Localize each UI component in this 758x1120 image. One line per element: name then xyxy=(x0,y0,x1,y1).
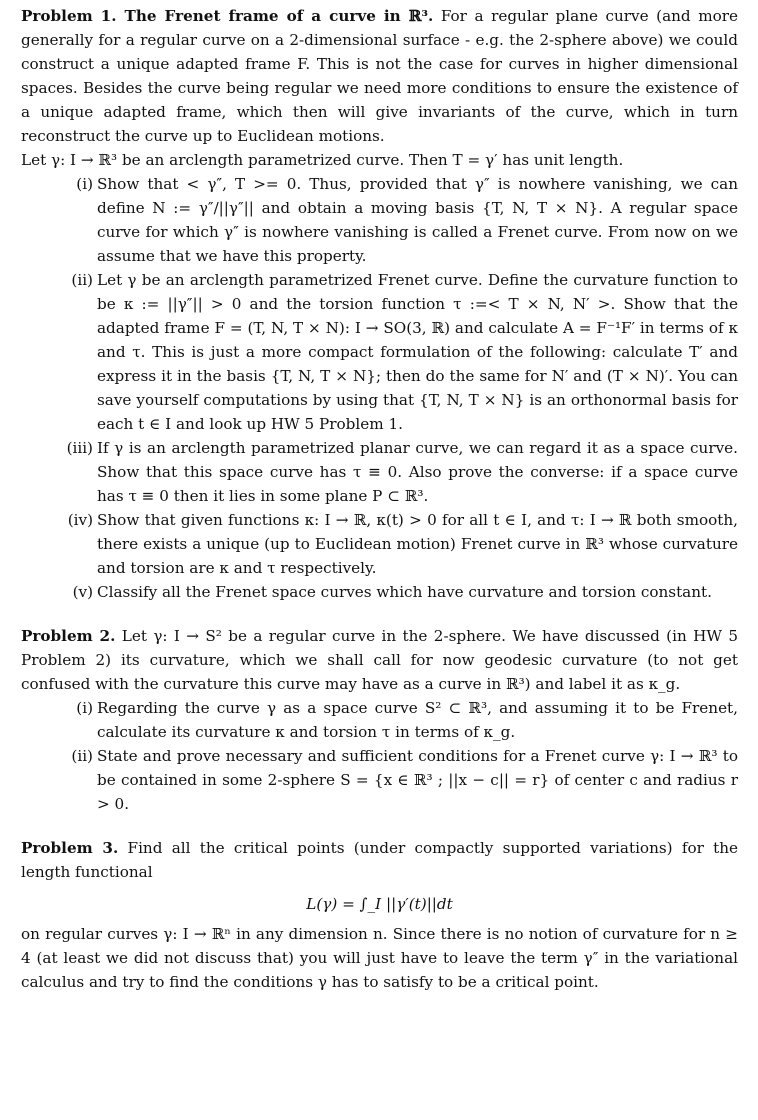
list-item xyxy=(21,172,738,268)
list-item xyxy=(21,268,738,436)
item-number: (ii) xyxy=(71,747,93,765)
problem-2-intro: Let γ: I → S² be a regular curve in the 2-sphere. We have discussed (in HW 5 Problem 2) its curvature, which we shall call for now geodesic curvature (to not get confused with the curvature this curve may have as a curve in ℝ³) and label it as κ_g. xyxy=(21,627,739,693)
item-text: Classify all the Frenet space curves which have curvature and torsion constant. xyxy=(97,583,712,601)
problem-2-title: Problem 2. xyxy=(21,627,116,645)
item-number: (ii) xyxy=(71,271,93,289)
problem-1-intro: For a regular plane curve (and more generally for a regular curve on a 2-dimensional surface - e.g. the 2-sphere above) we could construct a unique adapted frame F. This is not the case for curves in higher dimensional spaces. Besides the curve being regular we need more conditions to ensure the existence of a unique adapted frame, which then will give invariants of the curve, which in turn reconstruct the curve up to Euclidean motions. xyxy=(21,7,738,145)
length-functional-equation: L(γ) = ∫_I ||γ′(t)||dt xyxy=(306,895,453,913)
problem-3-outro: on regular curves γ: I → ℝⁿ in any dimension n. Since there is no notion of curvature for n ≥ 4 (at least we did not discuss that) you will just have to leave the term γ″ in the variational calculus and try to find the conditions γ has to satisfy to be a critical point. xyxy=(21,925,738,991)
problem-3 xyxy=(21,836,738,994)
item-text: Let γ be an arclength parametrized Frenet curve. Define the curvature function to be κ := ||γ″|| > 0 and the torsion function τ :=< T × N, N′ >. Show that the adapted frame F = (T, N, T × N): I → SO(3, ℝ) and calculate A = F⁻¹F′ in terms of κ and τ. This is just a more compact formulation of the following: calculate T′ and express it in the basis {T, N, T × N}; then do the same for N′ and (T × N)′. You can save yourself computations by using that {T, N, T × N} is an orthonormal basis for each t ∈ I and look up HW 5 Problem 1. xyxy=(97,271,738,433)
item-text: State and prove necessary and sufficient conditions for a Frenet curve γ: I → ℝ³ to be contained in some 2-sphere S = {x ∈ ℝ³ ; ||x − c|| = r} of center c and radius r > 0. xyxy=(97,747,738,813)
problem-3-intro: Find all the critical points (under compactly supported variations) for the length functional xyxy=(21,839,738,881)
item-number: (i) xyxy=(76,699,93,717)
item-text: Show that given functions κ: I → ℝ, κ(t) > 0 for all t ∈ I, and τ: I → ℝ both smooth, there exists a unique (up to Euclidean motion) Frenet curve in ℝ³ whose curvature and torsion are κ and τ respectively. xyxy=(97,511,738,577)
problem-2-list xyxy=(21,696,738,816)
problem-1 xyxy=(21,4,738,604)
problem-2 xyxy=(21,624,738,816)
problem-1-intro-paragraph xyxy=(21,4,738,148)
problem-3-intro-paragraph xyxy=(21,836,738,884)
list-item xyxy=(21,436,738,508)
list-item xyxy=(21,696,738,744)
problem-3-title: Problem 3. xyxy=(21,839,119,857)
item-text: If γ is an arclength parametrized planar curve, we can regard it as a space curve. Show that this space curve has τ ≡ 0. Also prove the converse: if a space curve has τ ≡ 0 then it lies in some plane P ⊂ ℝ³. xyxy=(97,439,738,505)
item-number: (i) xyxy=(76,175,93,193)
item-number: (iv) xyxy=(67,511,93,529)
problem-1-list xyxy=(21,172,738,604)
list-item xyxy=(21,508,738,580)
item-text: Regarding the curve γ as a space curve S² ⊂ ℝ³, and assuming it to be Frenet, calculate its curvature κ and torsion τ in terms of κ_g. xyxy=(97,699,738,741)
item-number: (iii) xyxy=(66,439,93,457)
item-text: Show that < γ″, T >= 0. Thus, provided that γ″ is nowhere vanishing, we can define N := γ″/||γ″|| and obtain a moving basis {T, N, T × N}. A regular space curve for which γ″ is nowhere vanishing is called a Frenet curve. From now on we assume that we have this property. xyxy=(97,175,738,265)
problem-2-intro-paragraph xyxy=(21,624,738,696)
list-item xyxy=(21,580,738,604)
list-item xyxy=(21,744,738,816)
problem-1-title: Problem 1. The Frenet frame of a curve in ℝ³. xyxy=(21,7,434,25)
item-number: (v) xyxy=(72,583,93,601)
problem-1-setup: Let γ: I → ℝ³ be an arclength parametrized curve. Then T = γ′ has unit length. xyxy=(21,151,624,169)
